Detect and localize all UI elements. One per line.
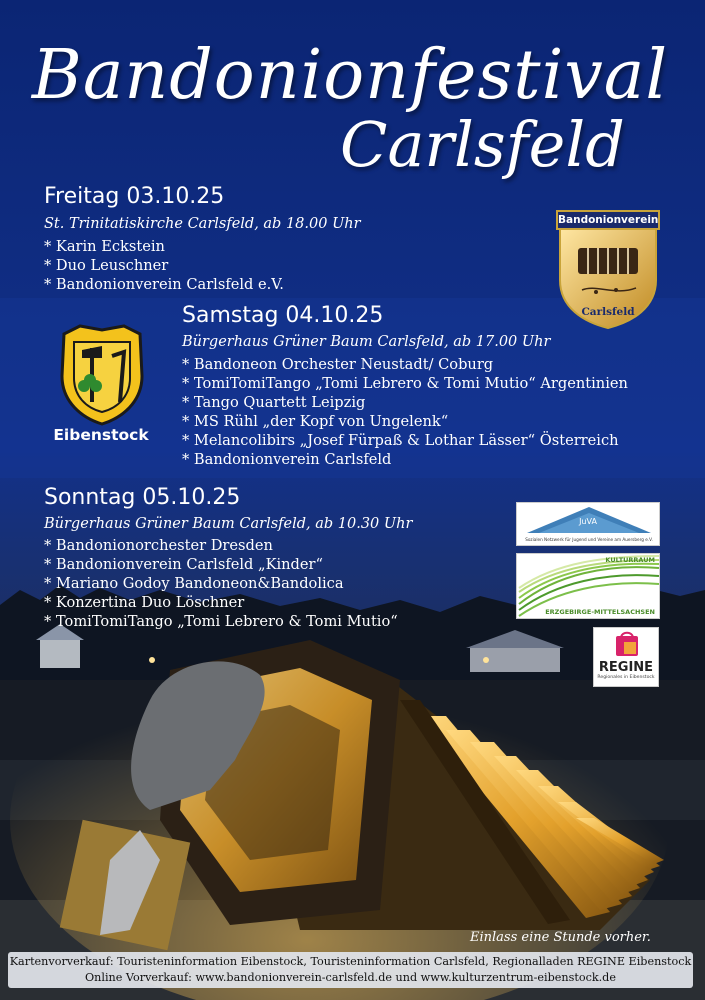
kulturraum-bottom: ERZGEBIRGE-MITTELSACHSEN bbox=[545, 608, 655, 616]
list-item: * TomiTomiTango „Tomi Lebrero & Tomi Mutio“ bbox=[44, 613, 398, 630]
ticket-info-footer bbox=[8, 952, 693, 988]
sunday-venue: Bürgerhaus Grüner Baum Carlsfeld, ab 10.30 Uhr bbox=[44, 516, 413, 532]
list-item: * MS Rühl „der Kopf von Ungelenk“ bbox=[182, 413, 449, 430]
list-item: * TomiTomiTango „Tomi Lebrero & Tomi Mutio“ Argentinien bbox=[182, 375, 628, 392]
regine-name: REGINE bbox=[598, 660, 654, 675]
list-item: * Bandoneon Orchester Neustadt/ Coburg bbox=[182, 356, 494, 373]
bandonionverein-badge bbox=[556, 210, 660, 330]
sunday-heading: Sonntag 05.10.25 bbox=[44, 485, 241, 510]
crest-label: Eibenstock bbox=[53, 426, 149, 444]
kulturraum-logo bbox=[516, 553, 660, 619]
saturday-acts bbox=[182, 355, 628, 469]
list-item: * Bandonionverein Carlsfeld „Kinder“ bbox=[44, 556, 323, 573]
friday-acts bbox=[44, 237, 284, 294]
regine-subtitle: Regionales in Eibenstock bbox=[597, 675, 655, 680]
sunday-acts bbox=[44, 536, 398, 631]
list-item: * Konzertina Duo Löschner bbox=[44, 594, 245, 611]
list-item: * Karin Eckstein bbox=[44, 238, 165, 255]
list-item: * Bandonionverein Carlsfeld bbox=[182, 451, 392, 468]
regine-logo bbox=[593, 627, 659, 687]
friday-venue: St. Trinitatiskirche Carlsfeld, ab 18.00 Uhr bbox=[44, 216, 361, 232]
saturday-heading: Samstag 04.10.25 bbox=[182, 303, 384, 328]
list-item: * Bandonionverein Carlsfeld e.V. bbox=[44, 276, 284, 293]
festival-location-title: Carlsfeld bbox=[340, 108, 625, 181]
list-item: * Melancolibirs „Josef Fürpaß & Lothar Lässer“ Österreich bbox=[182, 432, 619, 449]
festival-title: Bandonionfestival bbox=[31, 36, 669, 115]
list-item: * Tango Quartett Leipzig bbox=[182, 394, 366, 411]
juva-subtitle: Sozialen Netzwerk für Jugend und Vereine am Auersberg e.V. bbox=[525, 537, 653, 542]
juva-logo bbox=[516, 502, 660, 546]
kulturraum-top: KULTURRAUM bbox=[605, 556, 655, 564]
footer-line-online: Online Vorverkauf: www.bandonionverein-carlsfeld.de und www.kulturzentrum-eibenstock.de bbox=[85, 970, 616, 984]
saturday-venue: Bürgerhaus Grüner Baum Carlsfeld, ab 17.00 Uhr bbox=[182, 334, 551, 350]
list-item: * Duo Leuschner bbox=[44, 257, 169, 274]
badge-bottom-label: Carlsfeld bbox=[581, 306, 635, 318]
eibenstock-crest-icon bbox=[56, 322, 148, 426]
footer-line-presale: Kartenvorverkauf: Touristeninformation Eibenstock, Touristeninformation Carlsfeld, Regionalladen REGINE Eibenstock bbox=[9, 955, 692, 968]
friday-heading: Freitag 03.10.25 bbox=[44, 184, 225, 209]
juva-name: JuVA bbox=[579, 517, 597, 526]
list-item: * Mariano Godoy Bandoneon&Bandolica bbox=[44, 575, 344, 592]
admission-notice: Einlass eine Stunde vorher. bbox=[470, 930, 651, 945]
list-item: * Bandonionorchester Dresden bbox=[44, 537, 273, 554]
badge-top-label: Bandonionverein bbox=[556, 210, 660, 230]
